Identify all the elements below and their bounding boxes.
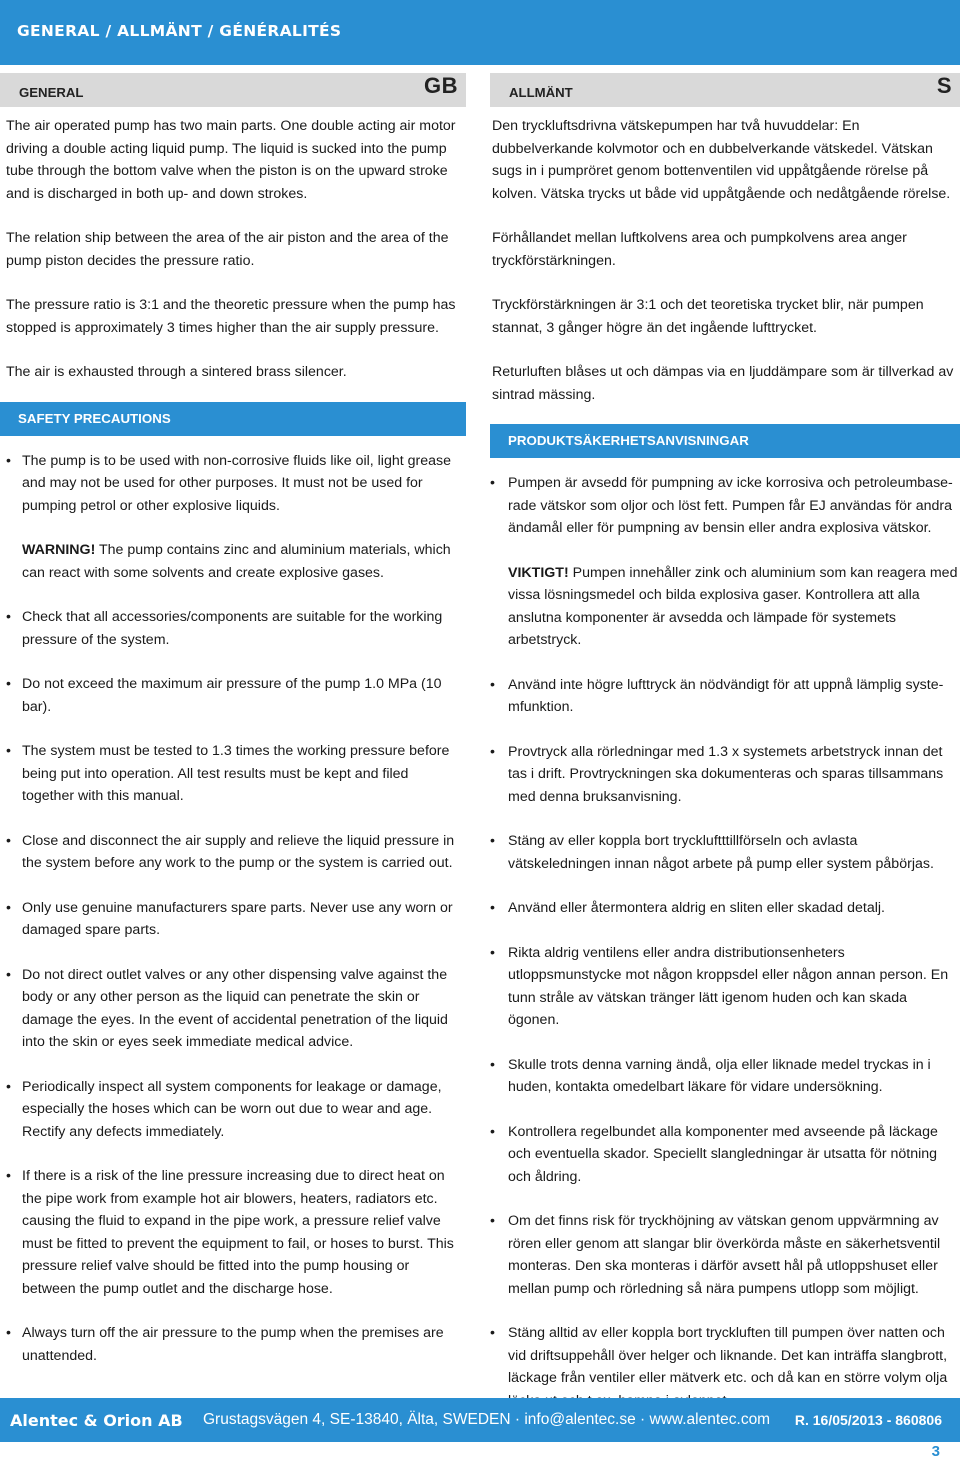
page-header-bar xyxy=(0,0,960,65)
bullet-icon: • xyxy=(6,899,11,916)
bullet-icon: • xyxy=(490,1056,495,1073)
bullet-icon: • xyxy=(6,832,11,849)
bullet-icon: • xyxy=(6,1168,11,1184)
swedish-column xyxy=(490,73,960,1412)
bullet-icon: • xyxy=(6,966,11,983)
list-item: • Do not direct outlet valves or any other dispensing valve against the body or any other person as the liquid can penetrate the skin or damage the eyes. In the event of accidental penetration of the liquid into the skin or eyes seek immediate medical advice. xyxy=(0,964,466,1054)
list-item: • Do not exceed the maximum air pressure of the pump 1.0 MPa (10 bar). xyxy=(0,673,466,718)
list-item: • Kontrollera regelbundet alla komponenter med avseende på läckage och eventuella skador. Speciellt slangledningar är utsatta för nötning och åldring. xyxy=(490,1121,960,1189)
safety-heading: SAFETY PRECAUTIONS xyxy=(0,402,466,436)
bullet-icon: • xyxy=(490,833,495,849)
warning-label: WARNING! xyxy=(22,542,96,558)
warning-label: VIKTIGT! xyxy=(508,564,569,581)
bullet-icon: • xyxy=(490,743,495,760)
bullet-icon: • xyxy=(6,1078,11,1095)
list-item: • Close and disconnect the air supply and relieve the liquid pressure in the system before any work to the pump or the system is carried out. xyxy=(0,830,466,875)
list-item: • Rikta aldrig ventilens eller andra distributionsenheters utloppsmunstycke mot någon kroppsdel eller någon annan person. En tunn stråle av vätskan tränger lätt igenom huden och kan skada ögonen. xyxy=(490,942,960,1032)
general-section-header xyxy=(0,73,466,107)
bullet-icon: • xyxy=(6,676,11,692)
list-item: • Om det finns risk för tryckhöjning av vätskan genom uppvärmning av rören eller genom att slangar blir överkörda måste en säkerhetsventil monteras. Den ska monteras i därför avsett hål på utloppshuset eller mellan pump och rörledning så nära pumpens utlopp som möjligt. xyxy=(490,1210,960,1300)
bullet-icon: • xyxy=(6,1325,11,1341)
safety-list xyxy=(0,450,466,518)
paragraph: Returluften blåses ut och dämpas via en ljuddämpare som är tillverkad av sintrad mässing. xyxy=(492,364,954,403)
company-address: Grustagsvägen 4, SE-13840, Älta, SWEDEN · info@alentec.se · www.alentec.com xyxy=(203,1411,771,1428)
bullet-icon: • xyxy=(6,743,11,759)
list-item: • The pump is to be used with non-corrosive fluids like oil, light grease and may not be used for other purposes. It must not be used for pumping petrol or other explosive liquids. xyxy=(0,450,466,518)
bullet-icon: • xyxy=(490,1325,495,1341)
page-number: 3 xyxy=(931,1443,940,1460)
company-name: Alentec & Orion AB xyxy=(10,1411,183,1430)
paragraph: The relation ship between the area of the air piston and the area of the pump piston decides the pressure ratio. xyxy=(6,230,449,269)
bullet-icon: • xyxy=(490,900,495,916)
section-label: GENERAL xyxy=(19,85,84,100)
list-item: • The system must be tested to 1.3 times the working pressure before being put into operation. All test results must be kept and filed together with this manual. xyxy=(0,740,466,808)
list-item: • Provtryck alla rörledningar med 1.3 x systemets arbetstryck innan det tas i drift. Provtryckningen ska dokumenteras och sparas tillsammans med denna bruksanvisning. xyxy=(490,741,960,809)
language-code: GB xyxy=(424,73,458,98)
list-item: • Använd inte högre lufttryck än nödvändigt för att uppnå lämplig syste-mfunktion. xyxy=(490,674,960,719)
list-item: • Stäng alltid av eller koppla bort tryckluften till pumpen över natten och vid driftsuppehåll över helger och liknande. Det kan inträffa slangbrott, läckage från ventiler eller mätverk etc. och då kan en större volym olja xyxy=(490,1322,960,1412)
warning-note xyxy=(490,562,960,652)
allmant-section-header xyxy=(490,73,960,107)
list-item: • Använd eller återmontera aldrig en sliten eller skadad detalj. xyxy=(490,897,960,920)
safety-list xyxy=(490,472,960,540)
safety-list xyxy=(490,674,960,1413)
list-item: • Skulle trots denna varning ändå, olja eller liknade medel tryckas in i huden, kontakta omedelbart läkare för vidare undersökning. xyxy=(490,1054,960,1099)
list-item: • If there is a risk of the line pressure increasing due to direct heat on the pipe work from example hot air blowers, heaters, radiators etc. causing the fluid to expand in the pipe work, a pressure relief valve must be fitted to prevent the equipment to fail, or hoses to burst. This pressure relief valve should be fitted into the pump housing or between the pump outlet and the discharge hose. xyxy=(0,1165,466,1300)
paragraph: Tryckförstärkningen är 3:1 och det teoretiska trycket blir, när pumpen stannat, 3 gånger högre än det ingående lufttrycket. xyxy=(492,297,924,336)
bullet-icon: • xyxy=(490,676,495,693)
list-item: • Periodically inspect all system components for leakage or damage, especially the hoses which can be worn out due to wear and age. Rectify any defects immediately. xyxy=(0,1076,466,1144)
bullet-icon: • xyxy=(490,944,495,961)
warning-text: Pumpen innehåller zink och aluminium som kan reagera med vissa lösningsmedel och bilda explosiva gaser. Kontrollera att alla anslutna komponenter är avsedda och lämpade för systemets arbetstryck. xyxy=(508,564,958,648)
english-column xyxy=(0,73,466,1367)
list-item: • Pumpen är avsedd för pumpning av icke korrosiva och petroleumbase-rade vätskor som oljor och löst fett. Pumpen får EJ användas för andra ändamål eller för pumpning av bensin eller andra explosiva vätskor. xyxy=(490,472,960,540)
bullet-icon: • xyxy=(490,1123,495,1140)
bullet-icon: • xyxy=(490,475,495,491)
list-item: • Only use genuine manufacturers spare parts. Never use any worn or damaged spare parts. xyxy=(0,897,466,942)
warning-note xyxy=(0,539,466,584)
list-item: • Check that all accessories/components are suitable for the working pressure of the system. xyxy=(0,606,466,651)
paragraph: The air is exhausted through a sintered brass silencer. xyxy=(6,364,347,380)
bullet-icon: • xyxy=(6,452,11,469)
safety-heading: PRODUKTSÄKERHETSANVISNINGAR xyxy=(490,424,960,458)
warning-text: The pump contains zinc and aluminium materials, which can react with some solvents and create explosive gases. xyxy=(22,542,451,581)
bullet-icon: • xyxy=(6,609,11,625)
revision-label: R. 16/05/2013 - 860806 xyxy=(794,1412,942,1428)
paragraph: The air operated pump has two main parts. One double acting air motor driving a double acting liquid pump. The liquid is sucked into the pump tube through the bottom valve when the piston is on the upward stroke and is discharged in both up- and down strokes. xyxy=(6,118,456,202)
list-item: • Always turn off the air pressure to the pump when the premises are unattended. xyxy=(0,1322,466,1367)
section-label: ALLMÄNT xyxy=(509,85,573,100)
bullet-icon: • xyxy=(490,1213,495,1229)
list-item: • Stäng av eller koppla bort tryckluftttillförseln och avlasta vätskeledningen innan något arbete på pump eller system påbörjas. xyxy=(490,830,960,875)
safety-list xyxy=(0,606,466,1367)
paragraph: Förhållandet mellan luftkolvens area och pumpkolvens area anger tryckförstärkningen. xyxy=(492,230,907,269)
page-footer-bar xyxy=(0,1398,960,1442)
page-title: GENERAL / ALLMÄNT / GÉNÉRALITÉS xyxy=(17,22,342,40)
paragraph: Den tryckluftsdrivna vätskepumpen har två huvuddelar: En dubbelverkande kolvmotor och en dubbelverkande vätskedel. Vätskan sugs in i pumpröret genom bottenventilen vid uppåtgående rörelse på kolven. Vätska trycks ut både vid uppåtgående och nedåtgående rörelse. xyxy=(492,118,951,202)
language-code: S xyxy=(936,73,952,98)
paragraph: The pressure ratio is 3:1 and the theoretic pressure when the pump has stopped is approximately 3 times higher than the air supply pressure. xyxy=(6,297,456,336)
